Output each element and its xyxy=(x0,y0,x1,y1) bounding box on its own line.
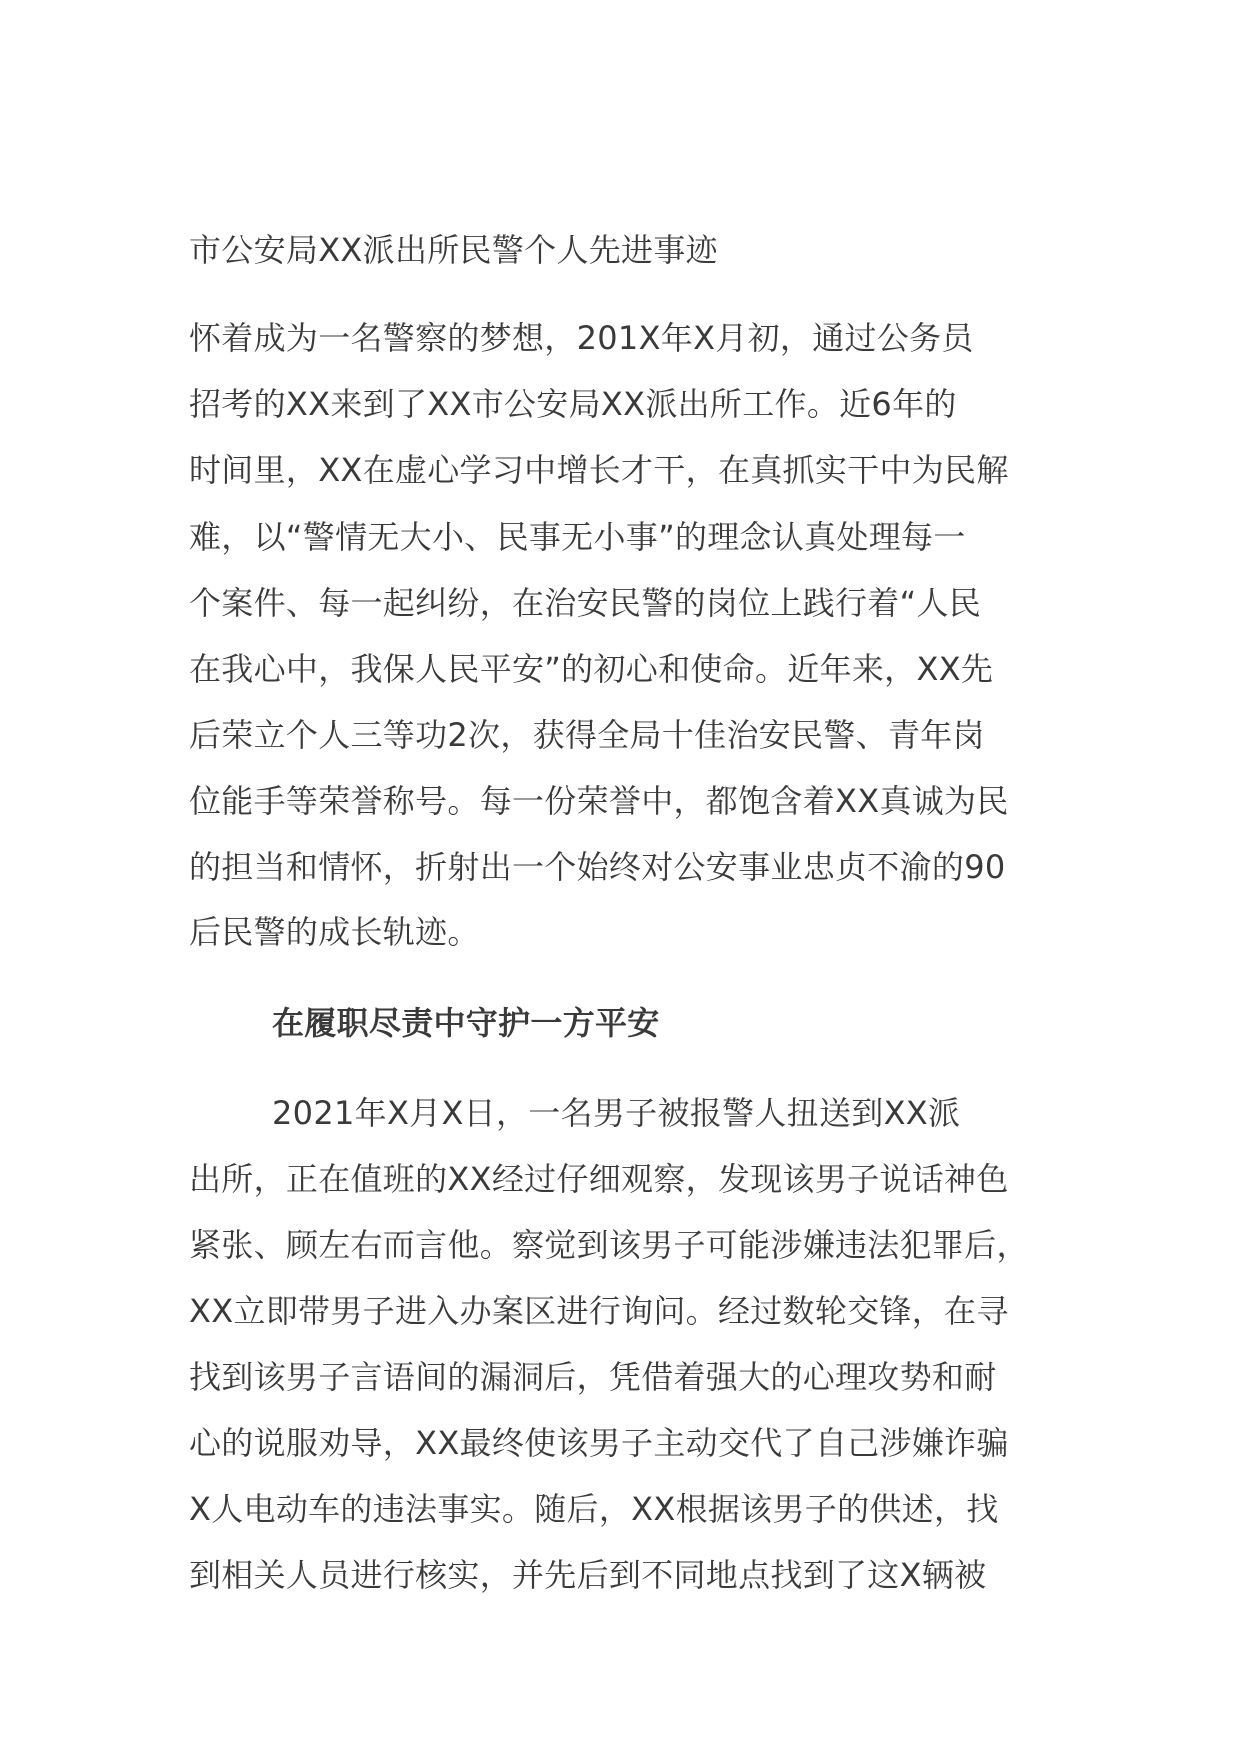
text-line: 出所，正在值班的XX经过仔细观察，发现该男子说话神色 xyxy=(189,1160,1009,1198)
text-line: 心的说服劝导，XX最终使该男子主动交代了自己涉嫌诈骗 xyxy=(189,1424,1009,1462)
text-line: 在我心中，我保人民平安”的初心和使命。近年来，XX先 xyxy=(189,650,994,688)
text-line: 到相关人员进行核实，并先后到不同地点找到了这X辆被 xyxy=(189,1556,987,1594)
text-line: 个案件、每一起纠纷，在治安民警的岗位上践行着“人民 xyxy=(189,584,982,622)
text-line: X人电动车的违法事实。随后，XX根据该男子的供述，找 xyxy=(189,1490,999,1528)
section-heading: 在履职尽责中守护一方平安 xyxy=(272,1004,660,1042)
text-line: 招考的XX来到了XX市公安局XX派出所工作。近6年的 xyxy=(189,385,957,423)
text-line: XX立即带男子进入办案区进行询问。经过数轮交锋，在寻 xyxy=(189,1292,1009,1330)
text-line: 的担当和情怀，折射出一个始终对公安事业忠贞不渝的90 xyxy=(189,848,1006,886)
text-line: 怀着成为一名警察的梦想，201X年X月初，通过公务员 xyxy=(189,319,974,357)
text-line: 后荣立个人三等功2次，获得全局十佳治安民警、青年岗 xyxy=(189,716,985,754)
text-line: 位能手等荣誉称号。每一份荣誉中，都饱含着XX真诚为民 xyxy=(189,782,1009,820)
text-line: 2021年X月X日，一名男子被报警人扭送到XX派 xyxy=(272,1094,961,1132)
text-line: 难，以“警情无大小、民事无小事”的理念认真处理每一 xyxy=(189,518,966,556)
text-line: 后民警的成长轨迹。 xyxy=(189,913,480,951)
text-line: 找到该男子言语间的漏洞后，凭借着强大的心理攻势和耐 xyxy=(189,1358,997,1396)
document-title: 市公安局XX派出所民警个人先进事迹 xyxy=(189,231,718,269)
text-line: 时间里，XX在虚心学习中增长才干，在真抓实干中为民解 xyxy=(189,451,1009,489)
text-line: 紧张、顾左右而言他。察觉到该男子可能涉嫌违法犯罪后， xyxy=(189,1226,1029,1264)
